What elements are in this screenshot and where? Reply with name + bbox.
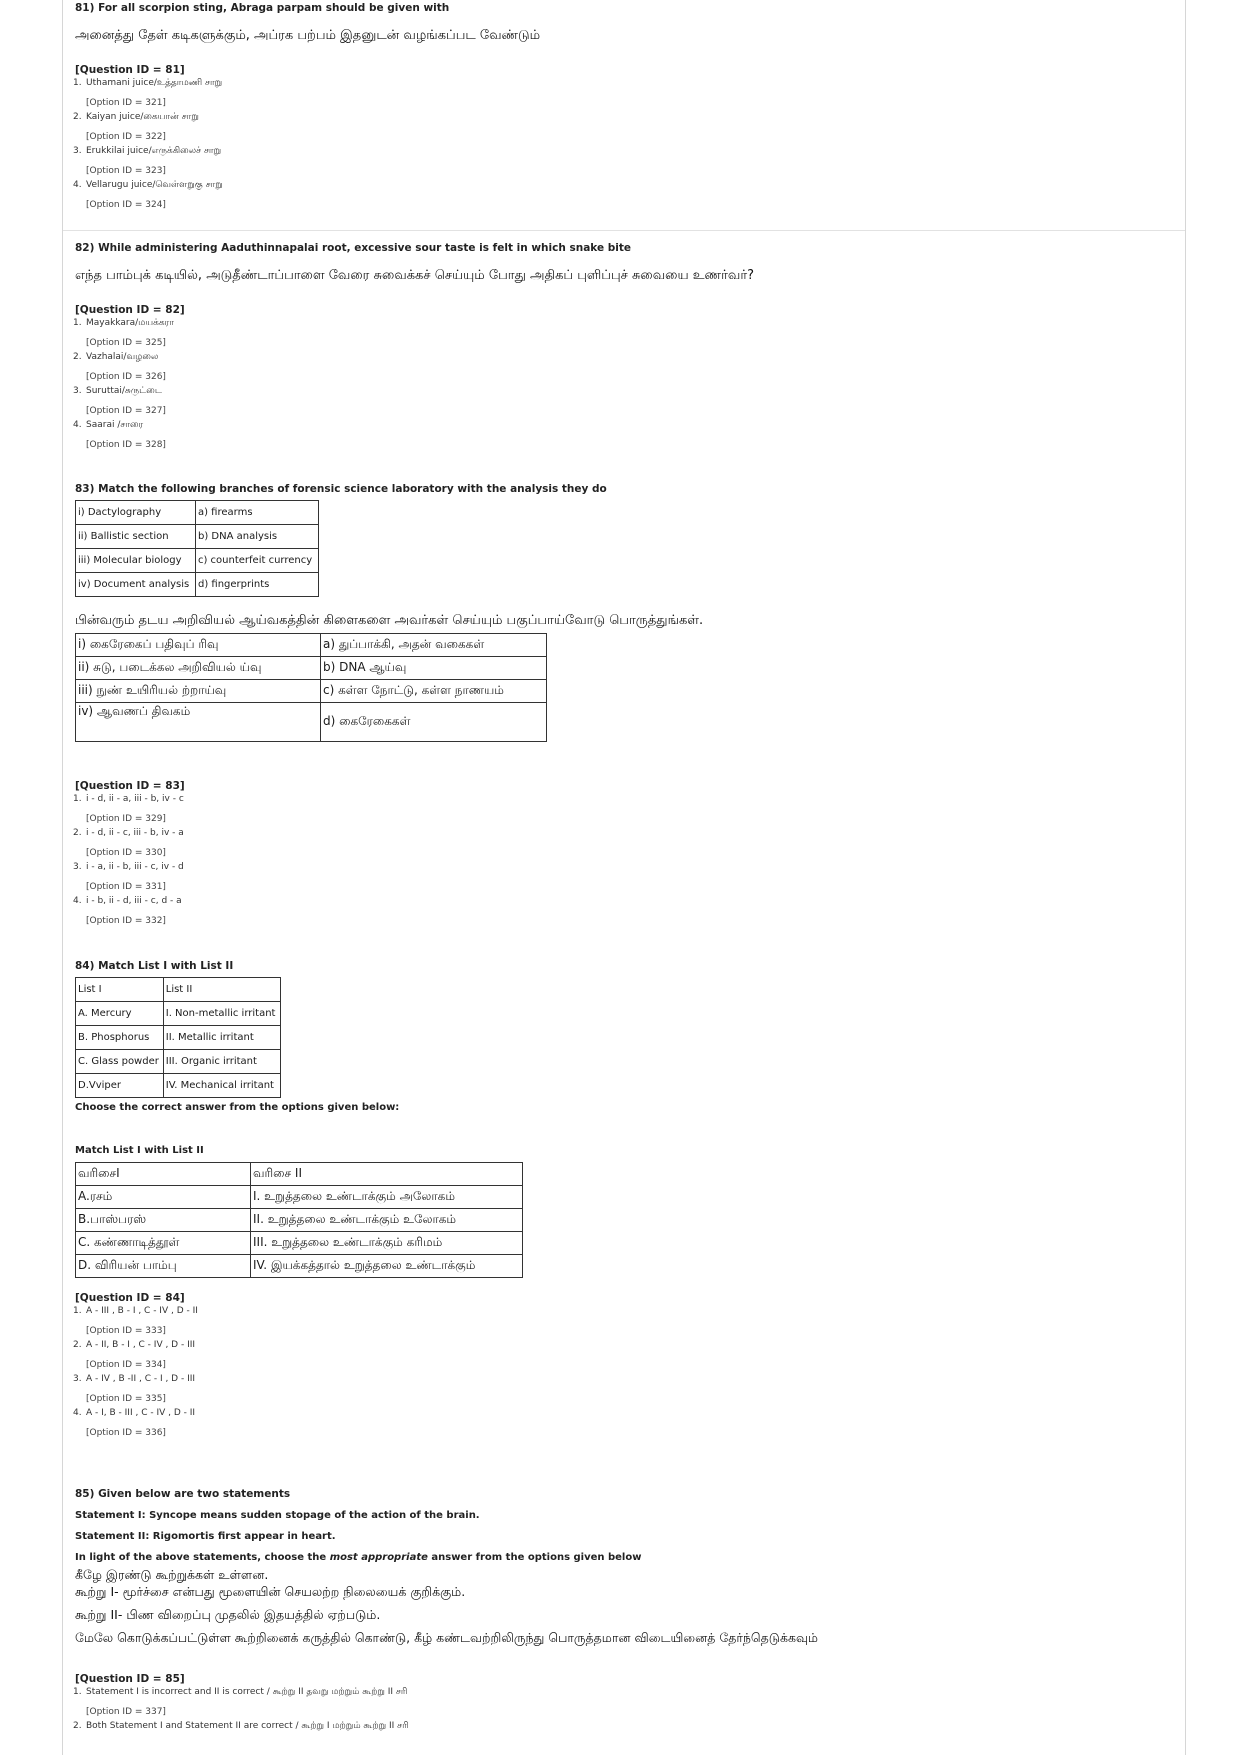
match-table bbox=[75, 500, 319, 597]
instruction-text: Choose the correct answer from the options given below: bbox=[75, 1102, 400, 1113]
option-item[interactable]: 4. Saarai /சாரை [Option ID = 328] bbox=[73, 420, 166, 450]
table-row: i) Dactylography a) firearms bbox=[76, 501, 319, 525]
table-row: வரிசைI வரிசை II bbox=[76, 1163, 523, 1186]
question-id: [Question ID = 82] bbox=[75, 304, 185, 316]
table-row: B. Phosphorus II. Metallic irritant bbox=[76, 1026, 281, 1050]
option-item[interactable]: 1. A - III , B - I , C - IV , D - II [Option ID = 333] bbox=[73, 1306, 198, 1336]
question-id: [Question ID = 83] bbox=[75, 780, 185, 792]
tamil-line: மேலே கொடுக்கப்பட்டுள்ள கூற்றினைக் கருத்தில் கொண்டு, கீழ் கண்டவற்றிலிருந்து பொருத்தமான விடையினைத் தேர்ந்தெடுக்கவும் bbox=[75, 1630, 818, 1645]
table-row: C. Glass powder III. Organic irritant bbox=[76, 1050, 281, 1074]
option-item[interactable]: 3. A - IV , B -II , C - I , D - III [Option ID = 335] bbox=[73, 1374, 196, 1404]
table-row: D.Vviper IV. Mechanical irritant bbox=[76, 1074, 281, 1098]
question-tamil: அனைத்து தேள் கடிகளுக்கும், அப்ரக பற்பம் இதனுடன் வழங்கப்பட வேண்டும் bbox=[75, 28, 541, 43]
option-item[interactable]: 3. Suruttai/சுருட்டை [Option ID = 327] bbox=[73, 386, 166, 416]
question-id: [Question ID = 85] bbox=[75, 1673, 185, 1685]
statement-1: Statement I: Syncope means sudden stopage of the action of the brain. bbox=[75, 1510, 480, 1521]
tamil-line: கூற்று II- பிண விறைப்பு முதலில் இதயத்தில் ஏற்படும். bbox=[75, 1607, 381, 1622]
question-tamil: எந்த பாம்புக் கடியில், அடுதீண்டாப்பாளை வேரை சுவைக்கச் செய்யும் போது அதிகப் புளிப்புச் சுவையை உணர்வர்? bbox=[75, 268, 755, 283]
table-row: D. விரியன் பாம்பு IV. இயக்கத்தால் உறுத்தலை உண்டாக்கும் bbox=[76, 1255, 523, 1278]
option-item[interactable]: 2. Both Statement I and Statement II are correct / கூற்று I மற்றும் கூற்று II சரி bbox=[73, 1721, 409, 1731]
question-title: 84) Match List I with List II bbox=[75, 960, 234, 972]
table-row: i) கைரேகைப் பதிவுப் ரிவு a) துப்பாக்கி, அதன் வகைகள் bbox=[76, 634, 547, 657]
match-table bbox=[75, 977, 281, 1098]
instruction-text: In light of the above statements, choose the most appropriate answer from the options given below bbox=[75, 1552, 642, 1563]
option-item[interactable]: 2. i - d, ii - c, iii - b, iv - a [Option ID = 330] bbox=[73, 828, 184, 858]
table-row: iv) ஆவணப் திவகம் d) கைரேகைகள் bbox=[76, 703, 547, 742]
option-list bbox=[75, 1306, 1173, 1442]
option-item[interactable]: 1. i - d, ii - a, iii - b, iv - c [Option ID = 329] bbox=[73, 794, 184, 824]
option-item[interactable]: 2. Kaiyan juice/கையான் சாறு [Option ID = 322] bbox=[73, 112, 199, 142]
tamil-match-table bbox=[75, 1162, 523, 1278]
question-title: 81) For all scorpion sting, Abraga parpam should be given with bbox=[75, 2, 450, 14]
statement-2: Statement II: Rigomortis first appear in heart. bbox=[75, 1531, 336, 1542]
table-row: iii) Molecular biology c) counterfeit currency bbox=[76, 549, 319, 573]
option-item[interactable]: 4. A - I, B - III , C - IV , D - II [Option ID = 336] bbox=[73, 1408, 196, 1438]
table-row: iii) நுண் உயிரியல் ற்றாய்வு c) கள்ள நோட்டு, கள்ள நாணயம் bbox=[76, 680, 547, 703]
option-item[interactable]: 2. A - II, B - I , C - IV , D - III [Option ID = 334] bbox=[73, 1340, 196, 1370]
question-81 bbox=[75, 2, 1173, 214]
question-tamil: பின்வரும் தடய அறிவியல் ஆய்வகத்தின் கிளைகளை அவர்கள் செய்யும் பகுப்பாய்வோடு பொருத்துங்கள். bbox=[75, 613, 704, 628]
table-row: C. கண்ணாடித்தூள் III. உறுத்தலை உண்டாக்கும் கரிமம் bbox=[76, 1232, 523, 1255]
option-list bbox=[75, 1687, 1173, 1755]
option-list bbox=[75, 318, 1173, 454]
option-list bbox=[75, 78, 1173, 214]
question-85 bbox=[75, 1488, 1173, 1755]
table-row: iv) Document analysis d) fingerprints bbox=[76, 573, 319, 597]
document-page bbox=[62, 0, 1186, 1755]
table-row: ii) Ballistic section b) DNA analysis bbox=[76, 525, 319, 549]
question-title-repeat: Match List I with List II bbox=[75, 1145, 204, 1156]
option-list bbox=[75, 794, 1173, 930]
option-item[interactable]: 3. i - a, ii - b, iii - c, iv - d [Option ID = 331] bbox=[73, 862, 184, 892]
divider bbox=[63, 230, 1185, 231]
question-title: 83) Match the following branches of forensic science laboratory with the analysis they do bbox=[75, 483, 607, 495]
tamil-match-table bbox=[75, 633, 547, 742]
tamil-line: கூற்று I- மூர்ச்சை என்பது மூளையின் செயலற்ற நிலையைக் குறிக்கும். bbox=[75, 1584, 466, 1599]
option-item[interactable]: 4. Vellarugu juice/வெள்ளறுகு சாறு [Option ID = 324] bbox=[73, 180, 223, 210]
option-item[interactable]: 1. Uthamani juice/உத்தாமணி சாறு [Option ID = 321] bbox=[73, 78, 223, 108]
table-row: A. Mercury I. Non-metallic irritant bbox=[76, 1002, 281, 1026]
table-row: B.பாஸ்பரஸ் II. உறுத்தலை உண்டாக்கும் உலோகம் bbox=[76, 1209, 523, 1232]
question-id: [Question ID = 81] bbox=[75, 64, 185, 76]
table-row: A.ரசம் I. உறுத்தலை உண்டாக்கும் அலோகம் bbox=[76, 1186, 523, 1209]
option-item[interactable]: 2. Vazhalai/வழலை [Option ID = 326] bbox=[73, 352, 166, 382]
table-row: ii) சுடு, படைக்கல அறிவியல் ய்வு b) DNA ஆய்வு bbox=[76, 657, 547, 680]
question-84 bbox=[75, 960, 1173, 1442]
question-title: 82) While administering Aaduthinnapalai root, excessive sour taste is felt in which snake bite bbox=[75, 242, 632, 254]
option-item[interactable]: 4. i - b, ii - d, iii - c, d - a [Option ID = 332] bbox=[73, 896, 182, 926]
question-83 bbox=[75, 483, 1173, 930]
question-id: [Question ID = 84] bbox=[75, 1292, 185, 1304]
tamil-line: கீழே இரண்டு கூற்றுக்கள் உள்ளன. bbox=[75, 1567, 269, 1582]
question-title: 85) Given below are two statements bbox=[75, 1488, 291, 1500]
option-item[interactable]: 1. Statement I is incorrect and II is correct / கூற்று II தவறு மற்றும் கூற்று II சரி [Option ID = 337] bbox=[73, 1687, 408, 1717]
question-82 bbox=[75, 242, 1173, 454]
table-row: List I List II bbox=[76, 978, 281, 1002]
option-item[interactable]: 1. Mayakkara/மயக்கரா [Option ID = 325] bbox=[73, 318, 174, 348]
option-item[interactable]: 3. Erukkilai juice/எருக்கிலைச் சாறு [Option ID = 323] bbox=[73, 146, 222, 176]
